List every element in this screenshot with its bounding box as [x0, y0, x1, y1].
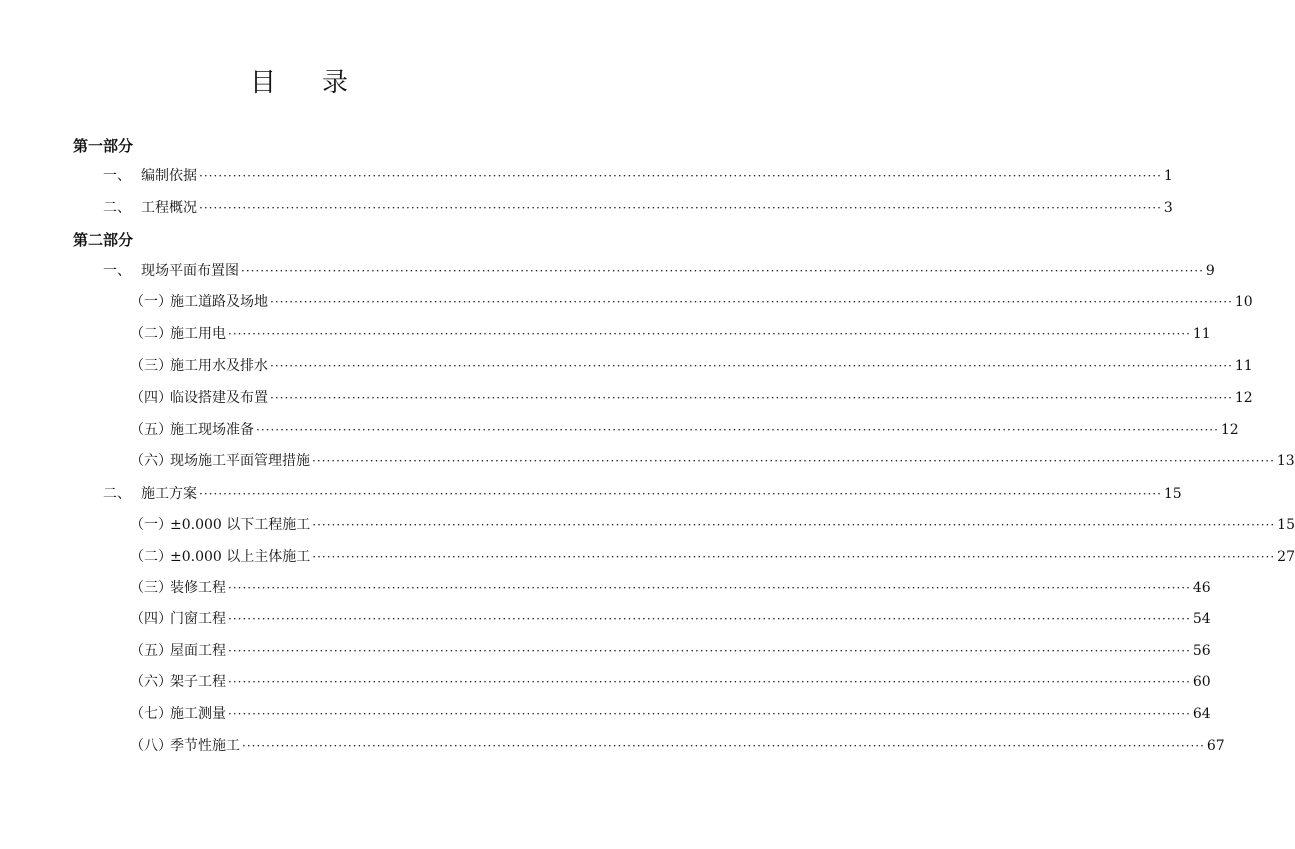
toc-entry-page: 46	[1192, 580, 1211, 596]
leader-dots: ········································································································································································································	[312, 454, 1275, 468]
toc-entry-page: 10	[1234, 294, 1253, 310]
toc-entry[interactable]	[103, 260, 1215, 280]
page-title	[0, 62, 600, 99]
toc-entry[interactable]	[103, 483, 1182, 503]
toc-entry-label: ±0.000 以上主体施工	[170, 549, 311, 565]
leader-dots: ········································································································································································································	[312, 518, 1276, 532]
toc-entry[interactable]	[130, 291, 1253, 311]
toc-entry-page: 11	[1234, 358, 1253, 374]
leader-dots: ········································································································································································································	[199, 487, 1162, 501]
leader-dots: ········································································································································································································	[242, 739, 1205, 753]
toc-entry-page: 64	[1192, 706, 1211, 722]
toc-entry[interactable]	[130, 514, 1295, 534]
toc-entry-label: 施工用电	[170, 326, 226, 342]
toc-entry-page: 27	[1277, 549, 1295, 565]
toc-entry[interactable]	[130, 419, 1239, 439]
leader-dots: ········································································································································································································	[228, 581, 1191, 595]
leader-dots: ········································································································································································································	[312, 550, 1276, 564]
toc-entry-label: ±0.000 以下工程施工	[170, 517, 311, 533]
leader-dots: ········································································································································································································	[199, 201, 1162, 215]
toc-entry-number: 二、	[103, 200, 131, 216]
toc-entry-number: （一）	[130, 517, 172, 533]
toc-entry[interactable]	[130, 577, 1211, 597]
toc-entry[interactable]	[130, 546, 1295, 566]
toc-entry-page: 15	[1163, 486, 1182, 502]
toc-entry-label: 装修工程	[170, 580, 226, 596]
toc-entry-number: （一）	[130, 294, 172, 310]
toc-entry-label: 施工用水及排水	[170, 358, 268, 374]
toc-entry-page: 67	[1206, 738, 1225, 754]
toc-entry-label: 季节性施工	[170, 738, 240, 754]
toc-entry-number: （二）	[130, 326, 172, 342]
toc-entry-page: 11	[1192, 326, 1211, 342]
leader-dots: ········································································································································································································	[228, 612, 1191, 626]
leader-dots: ········································································································································································································	[228, 675, 1191, 689]
leader-dots: ········································································································································································································	[270, 391, 1233, 405]
toc-entry-label: 屋面工程	[170, 643, 226, 659]
toc-entry-number: 一、	[103, 168, 131, 184]
toc-entry-label: 施工测量	[170, 706, 226, 722]
leader-dots: ········································································································································································································	[228, 707, 1191, 721]
toc-entry-number: （六）	[130, 453, 172, 469]
toc-entry-number: （六）	[130, 674, 172, 690]
toc-entry-label: 施工方案	[141, 486, 197, 502]
toc-entry[interactable]	[130, 608, 1211, 628]
section-heading-part-2: 第二部分	[73, 231, 134, 249]
toc-entry[interactable]	[103, 197, 1173, 217]
leader-dots: ········································································································································································································	[228, 327, 1191, 341]
toc-entry-number: （五）	[130, 643, 172, 659]
toc-entry-number: （七）	[130, 706, 172, 722]
leader-dots: ········································································································································································································	[241, 264, 1204, 278]
toc-entry-label: 架子工程	[170, 674, 226, 690]
toc-entry[interactable]	[103, 165, 1173, 185]
toc-entry[interactable]	[130, 355, 1253, 375]
toc-entry-label: 编制依据	[141, 168, 197, 184]
toc-entry-number: （三）	[130, 580, 172, 596]
leader-dots: ········································································································································································································	[199, 169, 1162, 183]
toc-entry-page: 15	[1277, 517, 1295, 533]
leader-dots: ········································································································································································································	[270, 359, 1233, 373]
toc-entry-label: 施工道路及场地	[170, 294, 268, 310]
toc-entry-page: 3	[1163, 200, 1173, 216]
toc-entry-label: 工程概况	[141, 200, 197, 216]
toc-entry-page: 1	[1163, 168, 1173, 184]
toc-entry[interactable]	[130, 450, 1295, 470]
toc-entry-number: （四）	[130, 611, 172, 627]
toc-entry-number: （八）	[130, 738, 172, 754]
toc-entry-page: 9	[1205, 263, 1215, 279]
toc-entry-page: 12	[1234, 390, 1253, 406]
toc-entry-label: 现场平面布置图	[141, 263, 239, 279]
toc-entry-number: （五）	[130, 422, 172, 438]
title-char-right: 录	[322, 68, 351, 98]
toc-entry-label: 临设搭建及布置	[170, 390, 268, 406]
toc-entry-number: （四）	[130, 390, 172, 406]
leader-dots: ········································································································································································································	[228, 644, 1191, 658]
toc-entry-label: 门窗工程	[170, 611, 226, 627]
toc-entry-number: 一、	[103, 263, 131, 279]
toc-entry[interactable]	[130, 640, 1211, 660]
toc-entry-page: 60	[1192, 674, 1211, 690]
toc-entry-number: （二）	[130, 549, 172, 565]
toc-entry-number: （三）	[130, 358, 172, 374]
toc-entry-page: 56	[1192, 643, 1211, 659]
toc-entry[interactable]	[130, 387, 1253, 407]
leader-dots: ········································································································································································································	[270, 295, 1233, 309]
toc-entry[interactable]	[130, 735, 1225, 755]
toc-entry[interactable]	[130, 323, 1211, 343]
toc-entry[interactable]	[130, 671, 1211, 691]
toc-entry-page: 12	[1220, 422, 1239, 438]
title-char-left: 目	[249, 68, 278, 98]
toc-entry-label: 施工现场准备	[170, 422, 254, 438]
toc-entry-number: 二、	[103, 486, 131, 502]
toc-entry[interactable]	[130, 703, 1211, 723]
toc-entry-page: 54	[1192, 611, 1211, 627]
section-heading-part-1: 第一部分	[73, 137, 134, 155]
leader-dots: ········································································································································································································	[256, 423, 1219, 437]
toc-entry-page: 13	[1276, 453, 1295, 469]
toc-entry-label: 现场施工平面管理措施	[170, 453, 310, 469]
